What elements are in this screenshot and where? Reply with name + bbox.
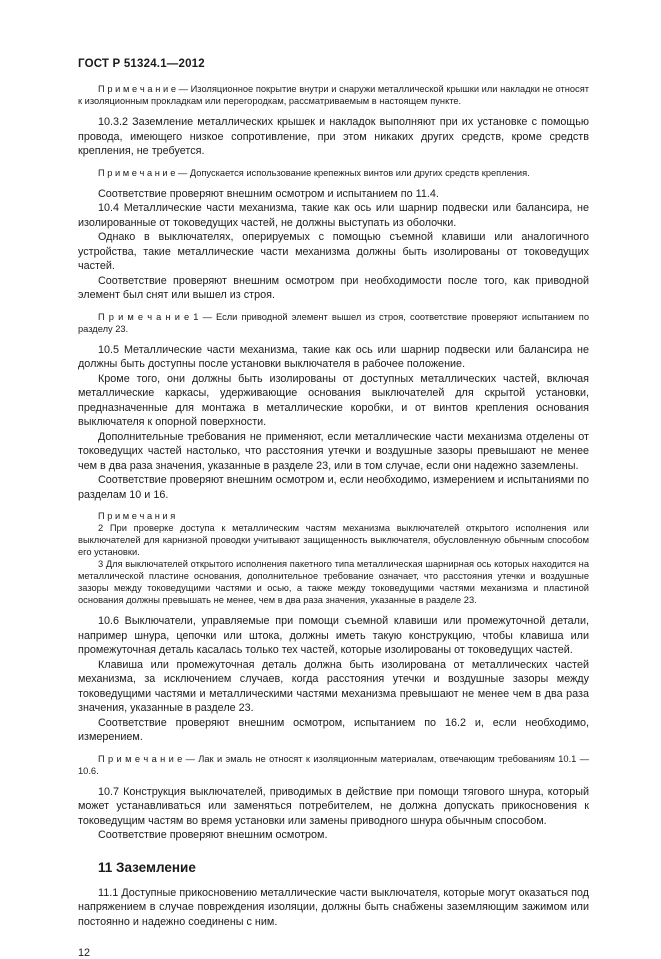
- body-paragraph: Клавиша или промежуточная деталь должна быть изолирована от металлических частей механизма, за исключением случаев, когда расстояния утечки и воздушные зазоры между токоведущими частями и металлическими частями механизма превышают не менее чем в два раза значения, указанные в разделе 23.: [78, 658, 589, 714]
- body-paragraph: Соответствие проверяют внешним осмотром.: [98, 829, 328, 841]
- body-paragraph: Соответствие проверяют внешним осмотром и испытанием по 11.4.: [98, 187, 439, 200]
- note-paragraph: П р и м е ч а н и е — Допускается использование крепежных винтов или других средств крепления.: [98, 167, 530, 178]
- body-paragraph: Соответствие проверяют внешним осмотром, испытанием по 16.2 и, если необходимо, измерением.: [78, 716, 589, 743]
- note-paragraph: 3 Для выключателей открытого исполнения пакетного типа металлическая шарнирная ось которых находится на металлической пластине основания, дополнительное требование означает, что расстояния утечки и воздушные зазоры между токоведущими частями и осью, а также между токоведущими частями механизма и пластиной основания должны превышать не менее, чем в два раза значения, указанные в разделе 23.: [78, 559, 589, 605]
- note-paragraph: П р и м е ч а н и е — Лак и эмаль не относят к изоляционным материалам, отвечающим требованиям 10.1 — 10.6.: [78, 753, 589, 776]
- body-paragraph: Дополнительные требования не применяют, если металлические части механизма отделены от токоведущих частей настолько, что расстояния утечки и воздушные зазоры превышают не менее чем в два раза значения, указанные в разделе 23, или в том случае, если они надежно заземлены.: [78, 430, 589, 472]
- body-paragraph: 11.1 Доступные прикосновению металлические части выключателя, которые могут оказаться под напряжением в случае повреждения изоляции, должны быть снабжены заземляющим зажимом или постоянно и надежно соединены с ним.: [78, 886, 589, 928]
- body-paragraph: 10.3.2 Заземление металлических крышек и накладок выполняют при их установке с помощью провода, имеющего низкое сопротивление, при этом никаких других средств, кроме средств крепления, не требуется.: [78, 116, 589, 157]
- page-number: 12: [78, 947, 91, 959]
- note-paragraph: П р и м е ч а н и я: [98, 511, 176, 521]
- document-blocks: [78, 83, 589, 929]
- note-paragraph: П р и м е ч а н и е 1 — Если приводной элемент вышел из строя, соответствие проверяют испытанием по разделу 23.: [78, 311, 589, 334]
- note-paragraph: 2 При проверке доступа к металлическим частям механизма выключателей открытого исполнения или выключателей для карнизной проводки учитывают защищенность выключателя, обусловленную обычным способом его установки.: [78, 523, 589, 557]
- body-paragraph: Соответствие проверяют внешним осмотром при необходимости после того, как приводной элемент был снят или вышел из строя.: [78, 274, 589, 301]
- notes-group: [78, 510, 589, 606]
- body-paragraph: Соответствие проверяют внешним осмотром и, если необходимо, измерением и испытаниями по разделам 10 и 16.: [78, 474, 589, 501]
- body-paragraph: Кроме того, они должны быть изолированы от доступных металлических частей, включая металлические каркасы, удерживающие основания выключателей для скрытой установки, предназначенные для монтажа в металлические коробки, и от винтов крепления основания выключателя к опорной поверхности.: [78, 372, 589, 428]
- body-paragraph: 10.4 Металлические части механизма, такие как ось или шарнир подвески или балансира, не изолированные от токоведущих частей, не должны выступать из оболочки.: [78, 202, 589, 229]
- body-paragraph: 10.7 Конструкция выключателей, приводимых в действие при помощи тягового шнура, который может устанавливаться или заменяться потребителем, не должна допускать прикосновения к токоведущим частям во время установки или замены приводного шнура обычным способом.: [78, 785, 589, 827]
- body-paragraph: 10.5 Металлические части механизма, такие как ось или шарнир подвески или балансира не должны быть доступны после установки выключателя в рабочее положение.: [78, 343, 589, 370]
- section-heading: 11 Заземление: [98, 859, 196, 875]
- document-header-standard-number: ГОСТ Р 51324.1—2012: [78, 58, 205, 70]
- body-paragraph: 10.6 Выключатели, управляемые при помощи съемной клавиши или промежуточной детали, например шнура, цепочки или штока, должны иметь такую конструкцию, чтобы клавиша или промежуточная деталь касалась только тех частей, которые изолированы от токоведущих частей.: [78, 615, 589, 656]
- note-paragraph: П р и м е ч а н и е — Изоляционное покрытие внутри и снаружи металлической крышки или накладки не относят к изоляционным прокладкам или перегородкам, рассматриваемым в настоящем пункте.: [78, 84, 589, 106]
- body-paragraph: Однако в выключателях, оперируемых с помощью съемной клавиши или аналогичного устройства, такие металлические части механизма должны быть изолированы от токоведущих частей.: [78, 231, 589, 272]
